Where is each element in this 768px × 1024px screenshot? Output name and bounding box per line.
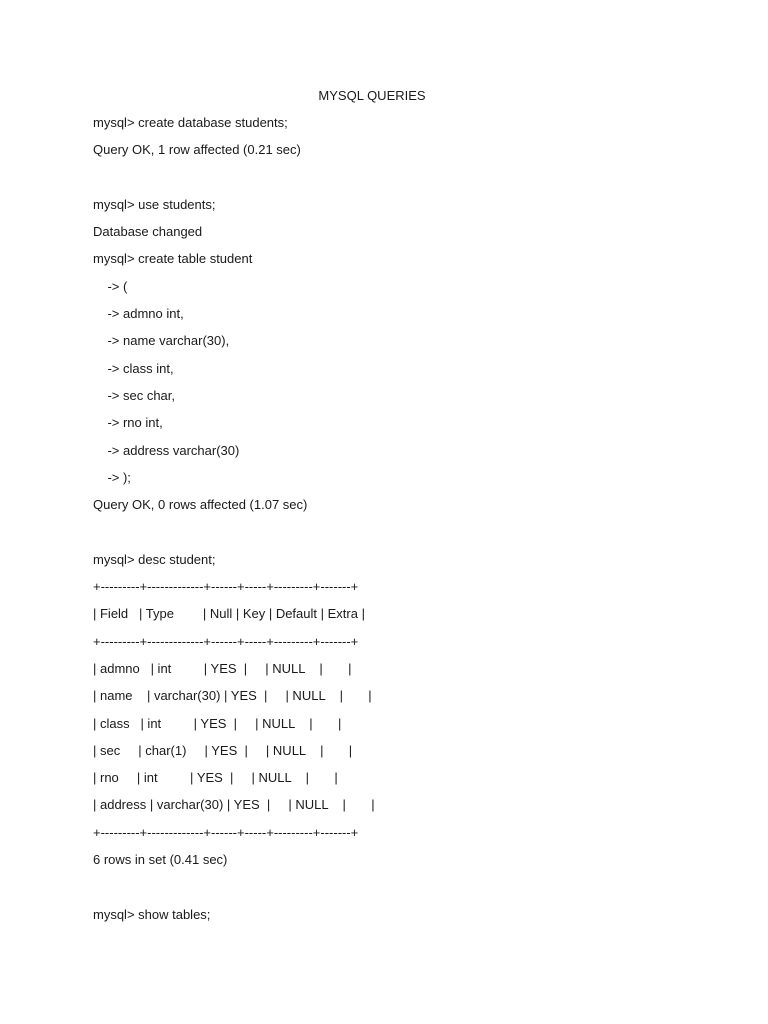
log-line: mysql> show tables;: [93, 906, 211, 922]
log-line: [93, 523, 375, 550]
table-row: | sec | char(1) | YES | | NULL | |: [93, 742, 353, 758]
log-line: -> (: [93, 278, 128, 294]
query-log: [93, 114, 375, 933]
document-title: MYSQL QUERIES: [318, 88, 426, 103]
log-line: -> class int,: [93, 360, 174, 376]
log-line: mysql> create table student: [93, 251, 253, 267]
table-row: | rno | int | YES | | NULL | |: [93, 770, 338, 786]
log-line: Database changed: [93, 224, 203, 240]
table-border-line: +---------+-------------+------+-----+---------+-------+: [93, 633, 359, 649]
table-row: | admno | int | YES | | NULL | |: [93, 660, 352, 676]
log-line: -> address varchar(30): [93, 442, 240, 458]
log-line: Query OK, 0 rows affected (1.07 sec): [93, 497, 308, 513]
table-border-line: +---------+-------------+------+-----+---------+-------+: [93, 824, 359, 840]
log-line: [93, 169, 375, 196]
table-border-line: +---------+-------------+------+-----+---------+-------+: [93, 579, 359, 595]
log-line: mysql> use students;: [93, 196, 216, 212]
log-line: -> );: [93, 469, 131, 485]
log-line: Query OK, 1 row affected (0.21 sec): [93, 142, 301, 158]
table-header-row: | Field | Type | Null | Key | Default | Extra |: [93, 606, 365, 622]
log-line: [93, 878, 375, 905]
log-line: 6 rows in set (0.41 sec): [93, 852, 228, 868]
table-row: | class | int | YES | | NULL | |: [93, 715, 342, 731]
log-line: -> name varchar(30),: [93, 333, 230, 349]
table-row: | address | varchar(30) | YES | | NULL | |: [93, 797, 375, 813]
table-row: | name | varchar(30) | YES | | NULL | |: [93, 688, 372, 704]
log-line: -> sec char,: [93, 387, 176, 403]
log-line: -> rno int,: [93, 415, 163, 431]
log-line: mysql> create database students;: [93, 115, 288, 130]
log-line: -> admno int,: [93, 306, 184, 322]
log-line: mysql> desc student;: [93, 551, 216, 567]
